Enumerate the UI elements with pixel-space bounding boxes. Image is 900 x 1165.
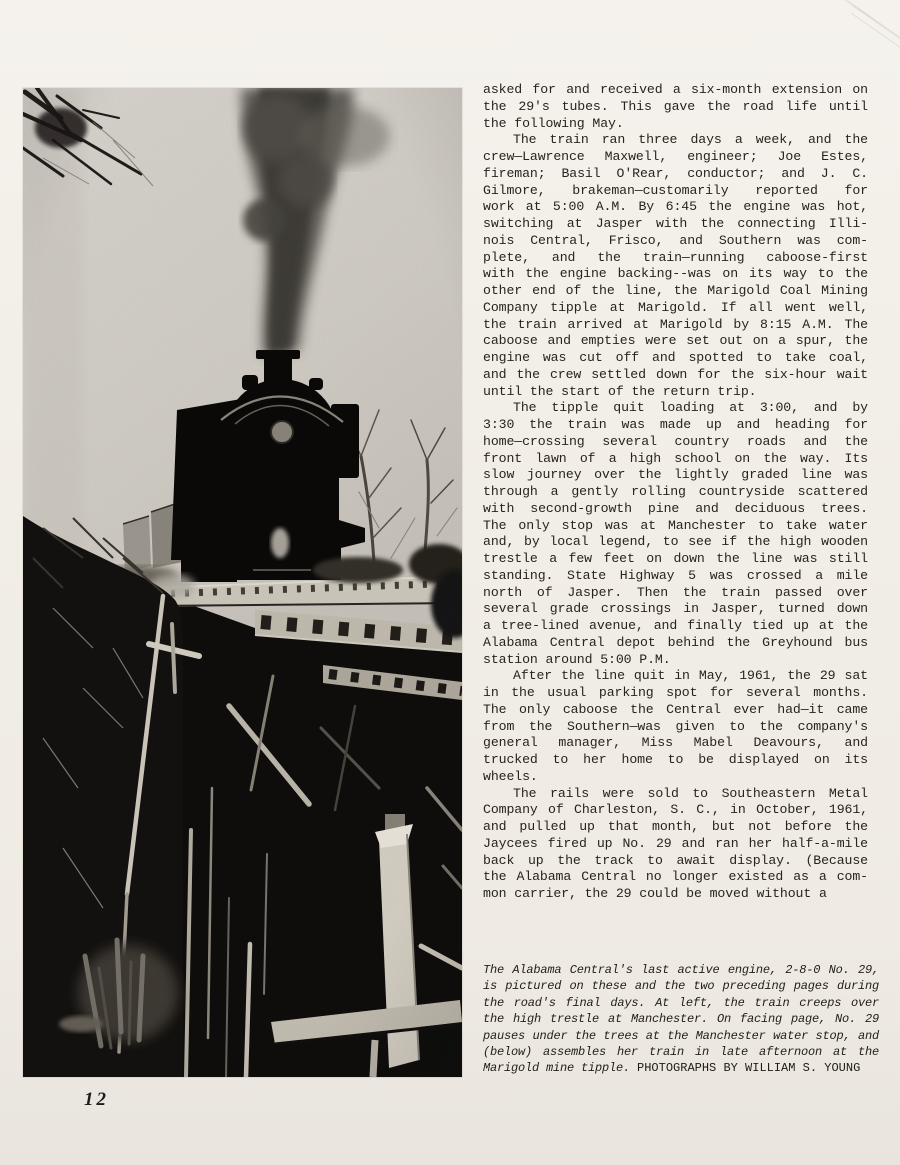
article-text-line: station around 5:00 P.M. [483,651,671,667]
article-text-line: Gilmore, brakeman—customarily reported for [483,182,868,198]
article-text-line: and pulled up that month, but not before the [483,819,868,834]
article-body [483,82,868,903]
article-text-line: nois Central, Frisco, and Southern was com- [483,232,868,248]
article-text-line: and, by local legend, to see if the high wooden [483,534,868,550]
article-text-line: north of Jasper. Then the train passed over [483,584,868,600]
article-text-line: slow journey over the lightly graded line was [483,467,868,483]
caption-line: The Alabama Central's last active engine, 2-8-0 No. 29, [483,963,879,977]
caption-credit-line [483,1060,879,1076]
article-text-line: with second-growth pine and deciduous trees. [483,500,868,516]
article-text-line: the 29's tubes. This gave the road life until [483,98,868,114]
article-text-line: engine was cut off and spotted to take coal, [483,350,868,365]
article-text-line: standing. State Highway 5 was crossed a mile [483,567,868,583]
article-text-line: The train ran three days a week, and the [513,132,868,148]
page-number: 12 [84,1089,109,1110]
article-text-line: caboose and empties were set out on a spur, the [483,333,868,349]
article-text-line: work at 5:00 A.M. By 6:45 the engine was hot, [483,199,868,215]
article-text-line: front lawn of a high school on the way. Its [483,450,868,466]
article-text-line: the following May. [483,115,624,131]
article-text-line: Company tipple at Marigold. If all went well, [483,299,868,315]
article-text-line: the train arrived at Marigold by 8:15 A.M. The [483,316,868,332]
article-text-line: wheels. [483,768,538,784]
article-text-line: asked for and received a six-month extension on [483,82,868,97]
article-text-line: 3:30 the train was made up and heading for [483,417,868,432]
article-text-line: from the Southern—was given to the company's [483,718,868,734]
article-text-line: plete, and the train—running caboose-first [483,249,868,265]
article-text-line: general manager, Miss Mabel Deavours, and [483,735,868,751]
article-text-line: switching at Jasper with the connecting Illi- [483,216,868,231]
article-text-line: fireman; Basil O'Rear, conductor; and J. C. [483,165,868,181]
article-text-line: a tree-lined avenue, and finally tied up at the [483,618,868,633]
article-text-line: home—crossing several country roads and the [483,433,868,449]
article-text-line: several grade crossings in Jasper, turned down [483,601,868,617]
article-text-line: the Alabama Central no longer existed as a com- [483,869,868,885]
article-text-line: with the engine backing--was on its way to the [483,266,868,282]
caption-line: the road's final days. At left, the train creeps over [483,995,879,1010]
article-text-line: The only stop was at Manchester to take water [483,517,868,533]
article-text-line: through a gently rolling countryside scattered [483,484,868,499]
article-text-line: The tipple quit loading at 3:00, and by [513,400,868,416]
caption-line: is pictured on these and the two preceding pages during [483,979,879,994]
article-text-line: trucked to her home to be displayed on its [483,752,868,767]
article-text-line: Jaycees fired up No. 29 and ran her half-a-mile [483,835,868,851]
scan-crease [830,0,900,42]
article-text-line: other end of the line, the Marigold Coal Mining [483,283,868,298]
article-text-line: crew—Lawrence Maxwell, engineer; Joe Estes, [483,149,868,164]
locomotive-trestle-photo [23,88,462,1077]
photo-caption [483,962,879,1077]
article-text-line: mon carrier, the 29 could be moved without a [483,886,827,901]
article-text-line: The only caboose the Central ever had—it came [483,701,868,717]
photographer-credit: PHOTOGRAPHS BY WILLIAM S. YOUNG [637,1061,861,1076]
article-text-line: until the start of the return trip. [483,383,757,399]
caption-line: the high trestle at Manchester. On facing page, No. 29 [483,1012,879,1027]
caption-line: (below) assembles her train in late afternoon at the [483,1044,879,1059]
caption-line: pauses under the trees at the Manchester water stop, and [483,1028,879,1043]
article-text-line: in the usual parking spot for several months. [483,685,868,700]
scan-crease [851,13,900,48]
article-text-line: Company of Charleston, S. C., in October, 1961, [483,802,868,818]
caption-last-words: Marigold mine tipple. [483,1061,638,1076]
article-text-line: trestle a few feet on down the line was still [483,551,868,566]
article-text-line: The rails were sold to Southeastern Metal [513,785,868,801]
article-text-line: After the line quit in May, 1961, the 29 sat [513,668,868,684]
article-text-line: Alabama Central depot behind the Greyhound bus [483,634,868,650]
article-text-line: and the crew settled down for the six-hour wait [483,366,868,382]
trestle-photo-art [23,88,462,1077]
article-text-line: back up the track to await display. (Because [483,852,868,868]
